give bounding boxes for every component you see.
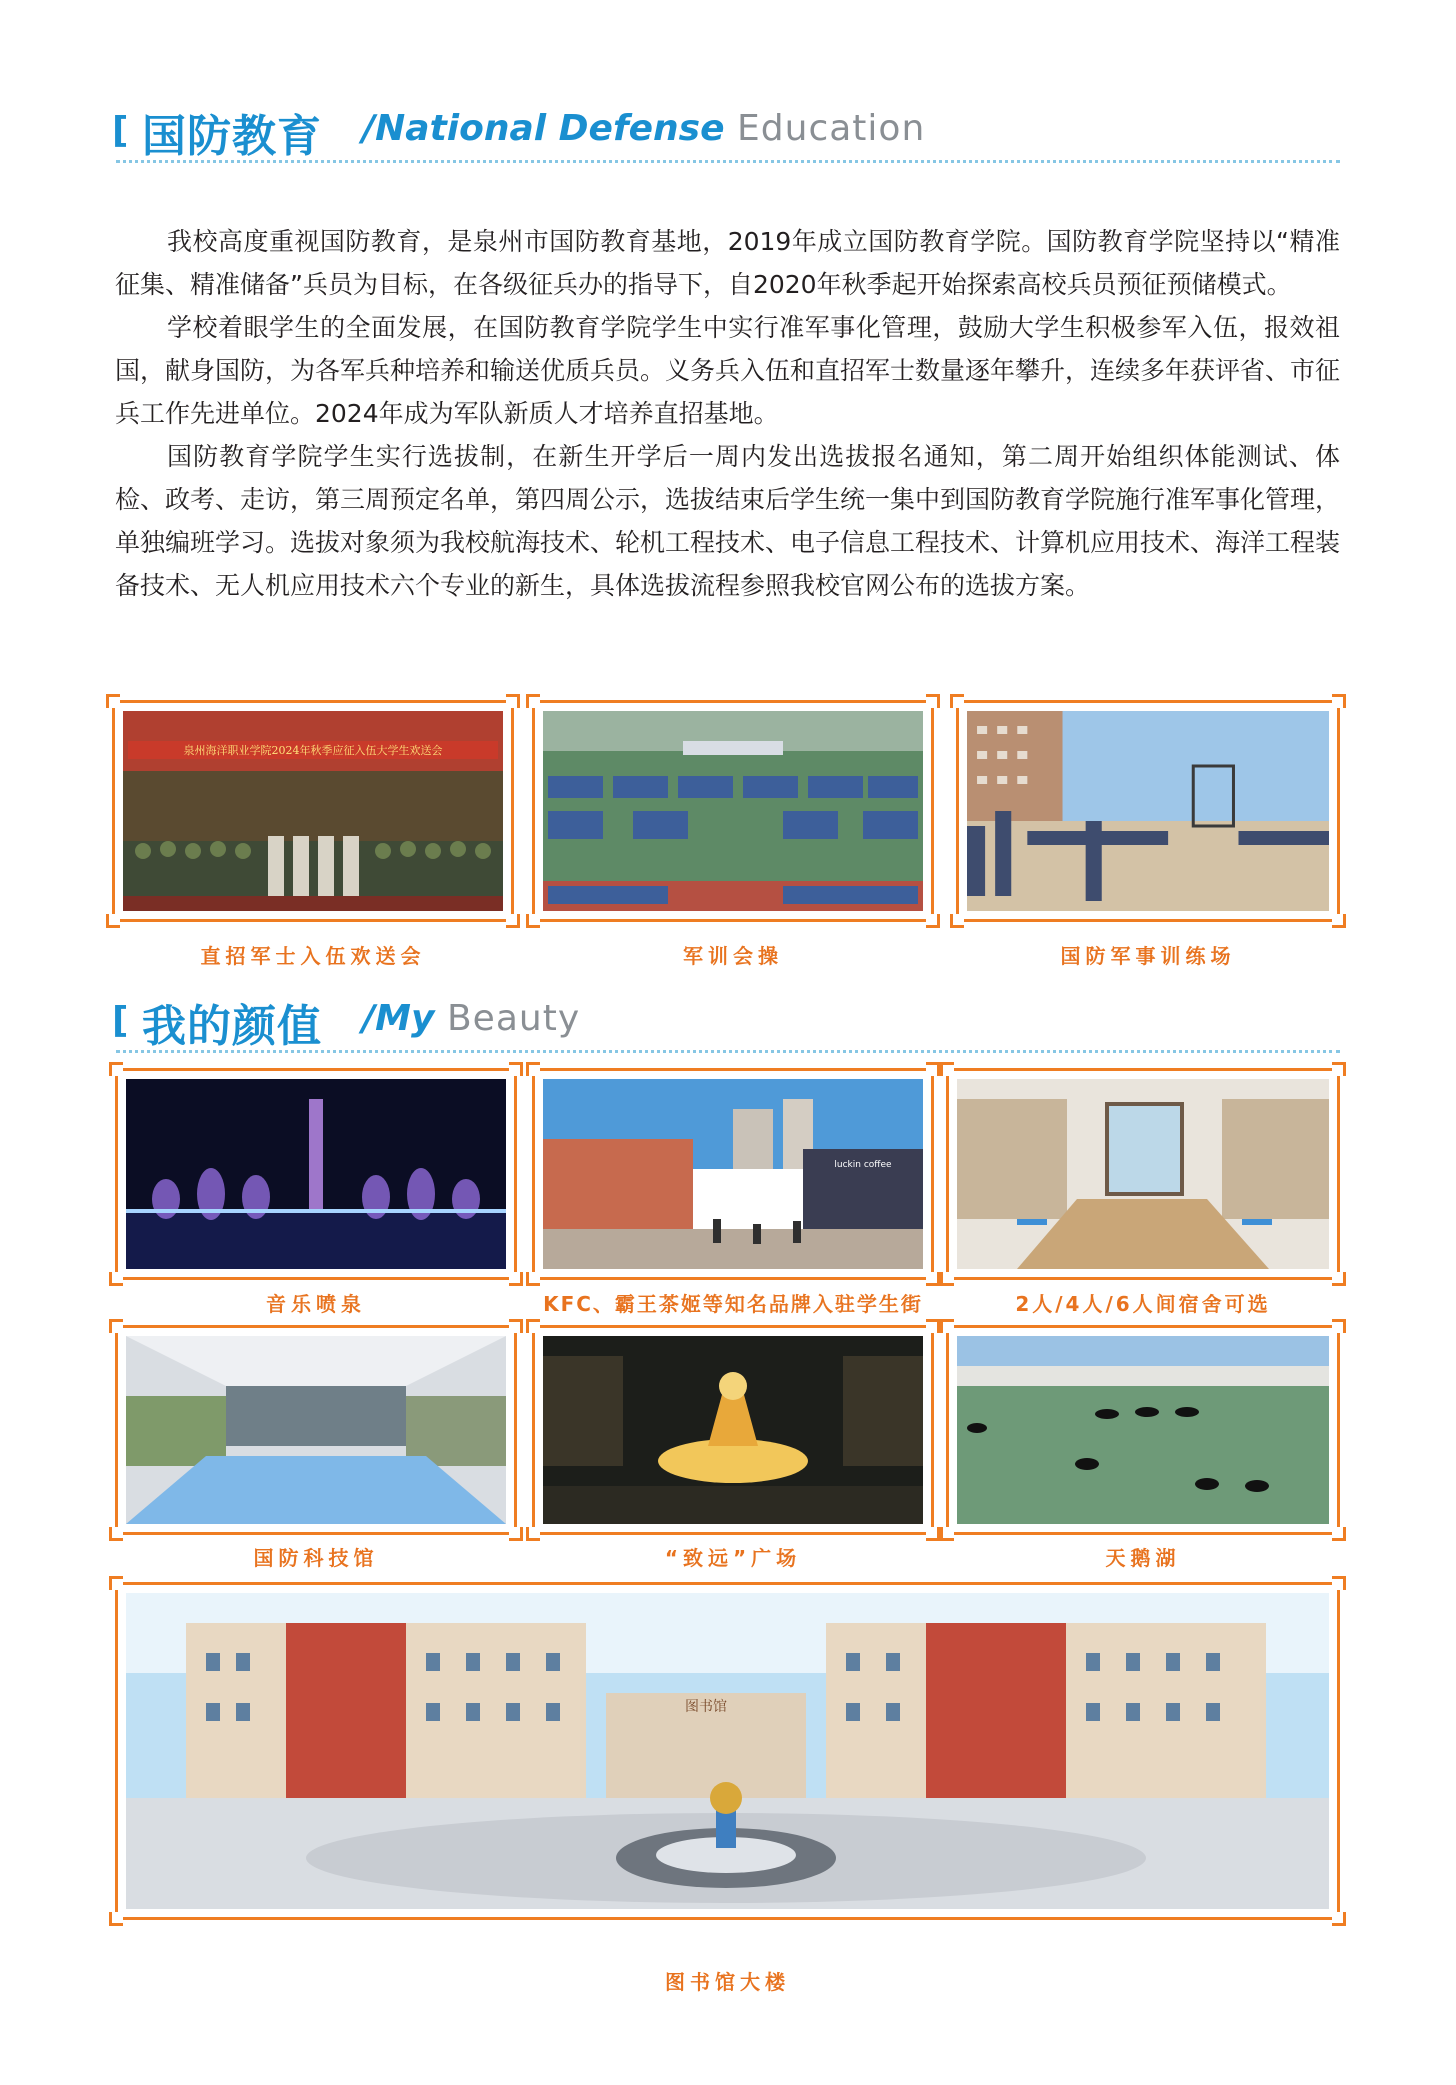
photo-dormitory [946,1068,1340,1280]
photo-library-building [115,1582,1340,1920]
caption-student-street: KFC、霸王茶姬等知名品牌入驻学生街 [543,1292,923,1316]
photo-military-drill [532,700,934,922]
bracket-icon: [ [112,1000,129,1041]
caption-dormitory: 2人/4人/6人间宿舍可选 [1015,1292,1271,1316]
bracket-icon: [ [112,110,129,151]
photo-training-ground [956,700,1340,922]
military-drill-image [543,711,923,911]
photo-send-off-ceremony [112,700,514,922]
dormitory-image [957,1079,1329,1269]
banner-text: 泉州海洋职业学院2024年秋季应征入伍大学生欢送会 [183,744,443,757]
dotted-divider [116,1050,1340,1053]
paragraph: 我校高度重视国防教育，是泉州市国防教育基地，2019年成立国防教育学院。国防教育学院坚持以“精准征集、精准储备”兵员为目标，在各级征兵办的指导下，自2020年秋季起开始探索高校兵员预征预储模式。 [115,227,1340,299]
caption-music-fountain: 音乐喷泉 [266,1292,366,1316]
section-header-national-defense [112,100,1340,160]
library-building-image [126,1593,1329,1909]
dotted-divider [116,160,1340,163]
section-title-en-b: Education [737,108,926,149]
photo-defense-tech-museum [115,1325,517,1535]
section-title-en-a: /My [362,998,447,1039]
send-off-ceremony-image [123,711,503,911]
caption-send-off: 直招军士入伍欢送会 [200,944,426,968]
defense-tech-museum-image [126,1336,506,1524]
paragraph: 国防教育学院学生实行选拔制，在新生开学后一周内发出选拔报名通知，第二周开始组织体能测试、体检、政考、走访，第三周预定名单，第四周公示，选拔结束后学生统一集中到国防教育学院施行准军事化管理，单独编班学习。选拔对象须为我校航海技术、轮机工程技术、电子信息工程技术、计算机应用技术、海洋工程装备技术、无人机应用技术六个专业的新生，具体选拔流程参照我校官网公布的选拔方案。 [115,442,1341,600]
caption-library: 图书馆大楼 [665,1970,790,1994]
zhiyuan-square-image [543,1336,923,1524]
photo-student-street [532,1068,934,1280]
training-ground-image [967,711,1329,911]
body-text [115,220,1340,607]
section-title-en-a: /National Defense [362,108,738,149]
shop-sign-text: luckin coffee [834,1160,892,1170]
paragraph: 学校着眼学生的全面发展，在国防教育学院学生中实行准军事化管理，鼓励大学生积极参军入伍，报效祖国，献身国防，为各军兵种培养和输送优质兵员。义务兵入伍和直招军士数量逐年攀升，连续多年获评省、市征兵工作先进单位。2024年成为军队新质人才培养直招基地。 [115,313,1341,428]
music-fountain-image [126,1079,506,1269]
caption-swan-lake: 天鹅湖 [1105,1546,1181,1570]
section-title-cn: 我的颜值 [142,1001,322,1052]
section-title-en [362,998,580,1039]
caption-zhiyuan-square: “致远”广场 [664,1546,802,1570]
section-title-cn: 国防教育 [142,111,322,162]
photo-music-fountain [115,1068,517,1280]
section-title-en [362,108,925,149]
section-title-en-b: Beauty [446,998,581,1039]
caption-tech-museum: 国防科技馆 [253,1546,379,1570]
library-sign-text: 图书馆 [685,1699,727,1715]
photo-zhiyuan-square [532,1325,934,1535]
caption-military-drill: 军训会操 [683,944,783,968]
student-street-image [543,1079,923,1269]
swan-lake-image [957,1336,1329,1524]
caption-training-ground: 国防军事训练场 [1060,944,1236,968]
section-header-my-beauty [112,990,1340,1050]
photo-swan-lake [946,1325,1340,1535]
